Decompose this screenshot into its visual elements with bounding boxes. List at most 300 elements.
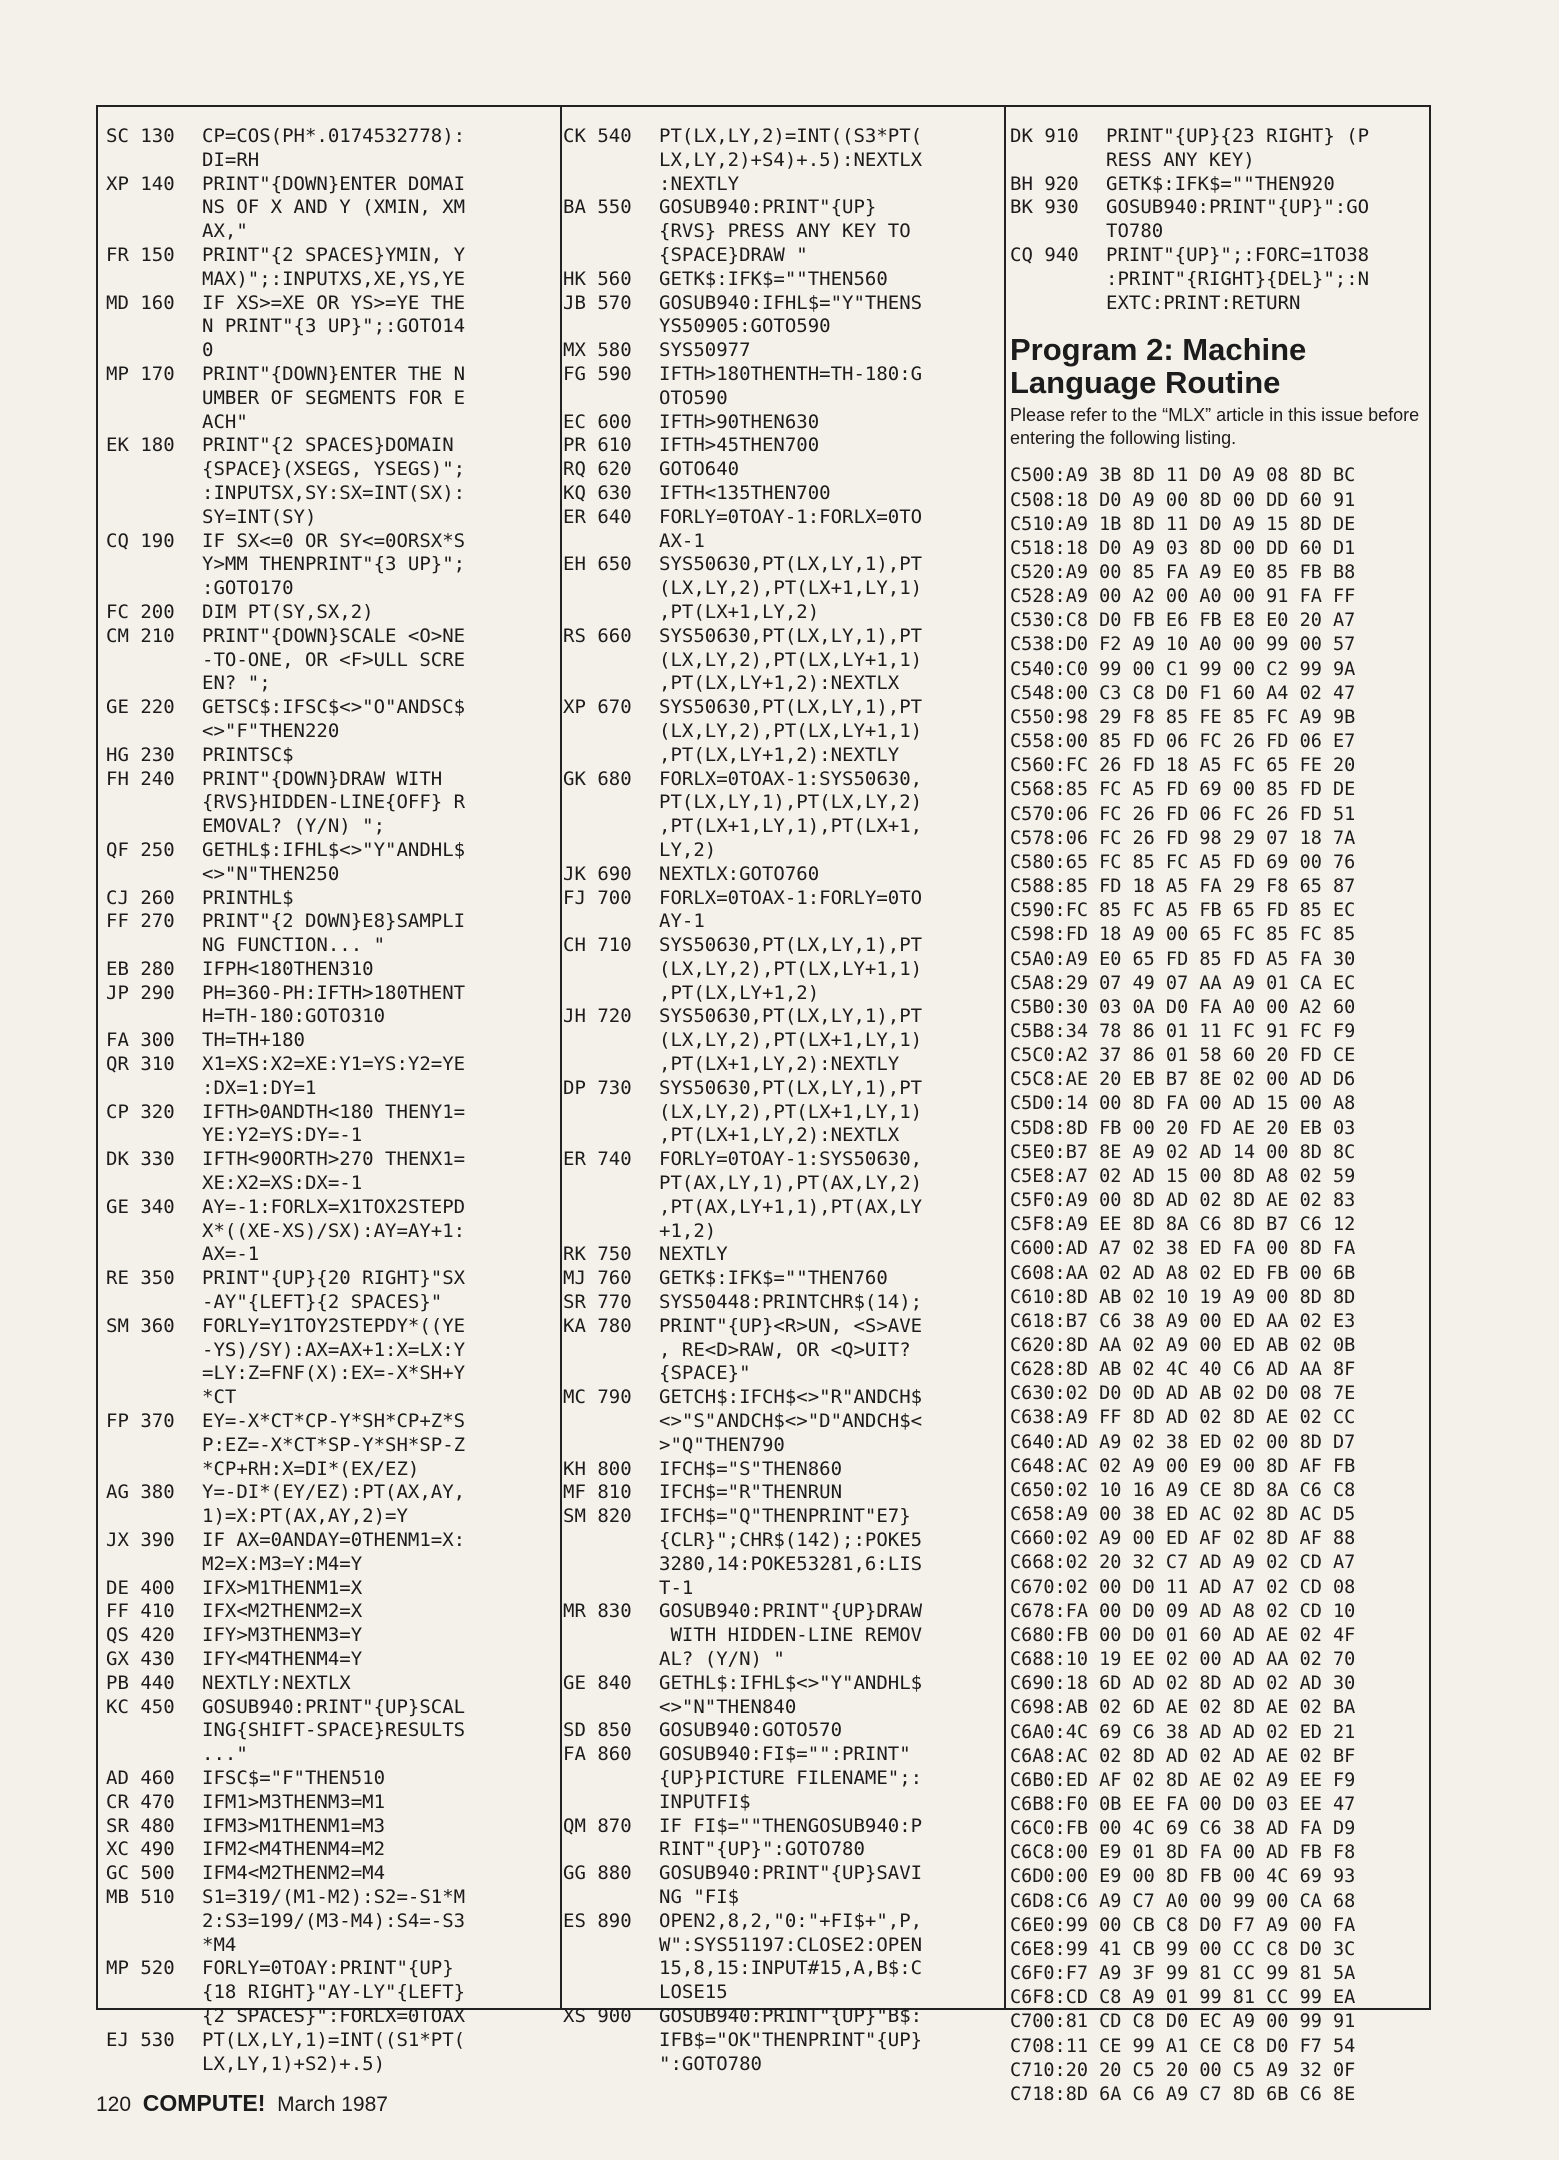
basic-statement: IFTH>0ANDTH<180 THENY1= [202,1100,466,1123]
basic-statement: NG FUNCTION... " [202,934,386,957]
mlx-line: C700:81 CD C8 D0 EC A9 00 99 91 [1010,2011,1356,2033]
mlx-line: C6C8:00 E9 01 8D FA 00 AD FB F8 [1010,1842,1356,1864]
basic-statement: WITH HIDDEN-LINE REMOV [659,1624,923,1647]
checksum-linenumber: GE 220 [106,696,175,719]
basic-statement: <>"S"ANDCH$<>"D"ANDCH$< [659,1410,923,1433]
basic-statement: GETHL$:IFHL$<>"Y"ANDHL$ [659,1671,923,1694]
listing-line [106,1719,546,1743]
mlx-line: C600:AD A7 02 38 ED FA 00 8D FA [1010,1238,1356,1260]
checksum-linenumber [106,268,202,292]
basic-statement: X1=XS:X2=XE:Y1=YS:Y2=YE [202,1053,466,1076]
mlx-line: C558:00 85 FD 06 FC 26 FD 06 E7 [1010,731,1356,753]
checksum-linenumber [563,1196,659,1220]
listing-line [563,744,998,768]
basic-statement: PRINT"{DOWN}DRAW WITH [202,767,443,790]
listing-line [563,1481,998,1505]
basic-statement: ..." [202,1743,248,1766]
basic-statement: PT(AX,LY,1),PT(AX,LY,2) [659,1172,923,1195]
mlx-line: C610:8D AB 02 10 19 A9 00 8D 8D [1010,1286,1356,1308]
mlx-line: C6B8:F0 0B EE FA 00 D0 03 EE 47 [1010,1793,1356,1815]
basic-statement: GOTO640 [659,458,740,481]
listing-line [106,1339,546,1363]
basic-statement: NEXTLX:GOTO760 [659,862,820,885]
checksum-linenumber: HK 560 [563,267,632,290]
basic-statement: GOSUB940:PRINT"{UP}":GO [1106,196,1370,219]
basic-statement: EXTC:PRINT:RETURN [1106,291,1301,314]
mlx-line: C580:65 FC 85 FC A5 FD 69 00 76 [1010,851,1356,873]
checksum-linenumber: FG 590 [563,362,632,385]
basic-statement: {SPACE}" [659,1362,751,1385]
mlx-line: C560:FC 26 FD 18 A5 FC 65 FE 20 [1010,755,1356,777]
listing-line [563,268,998,292]
basic-statement: IFB$="OK"THENPRINT"{UP} [659,2028,923,2051]
basic-statement: 1)=X:PT(AX,AY,2)=Y [202,1505,408,1528]
basic-statement: NS OF X AND Y (XMIN, XM [202,196,466,219]
basic-statement: IFM1>M3THENM3=M1 [202,1790,386,1813]
listing-line [563,530,998,554]
basic-statement: EMOVAL? (Y/N) "; [202,815,386,838]
checksum-linenumber: FH 240 [106,767,175,790]
checksum-linenumber [563,1577,659,1601]
checksum-linenumber: JX 390 [106,1529,175,1552]
checksum-linenumber [106,1124,202,1148]
listing-line [106,1767,546,1791]
listing-line [106,791,546,815]
basic-statement: ,PT(AX,LY+1,1),PT(AX,LY [659,1195,923,1218]
checksum-linenumber [106,649,202,673]
mlx-line: C598:FD 18 A9 00 65 FC 85 FC 85 [1010,924,1356,946]
listing-line [106,815,546,839]
program2-listing [1010,464,1425,2107]
basic-statement: PRINT"{DOWN}SCALE <O>NE [202,624,466,647]
basic-statement: SY=INT(SY) [202,505,317,528]
basic-statement: GOSUB940:GOTO570 [659,1719,843,1742]
page-number: 120 [96,2093,132,2116]
listing-line [106,1600,546,1624]
basic-statement: SYS50630,PT(LX,LY,1),PT [659,553,923,576]
basic-statement: (LX,LY,2),PT(LX+1,LY,1) [659,577,923,600]
checksum-linenumber [563,1957,659,1981]
basic-statement: PH=360-PH:IFTH>180THENT [202,981,466,1004]
mlx-line: C6E8:99 41 CB 99 00 CC C8 D0 3C [1010,1938,1356,1960]
checksum-linenumber [563,982,659,1006]
checksum-linenumber: MP 170 [106,362,175,385]
listing-line [563,1220,998,1244]
listing-line [1010,173,1425,197]
mlx-line: C538:D0 F2 A9 10 A0 00 99 00 57 [1010,634,1356,656]
listing-line [563,1291,998,1315]
listing-line [563,672,998,696]
listing-line [1010,244,1425,268]
checksum-linenumber [563,530,659,554]
checksum-linenumber: QM 870 [563,1814,632,1837]
checksum-linenumber [106,577,202,601]
listing-line [106,1815,546,1839]
checksum-linenumber: AD 460 [106,1766,175,1789]
checksum-linenumber [563,2029,659,2053]
listing-line [106,1172,546,1196]
basic-statement: SYS50630,PT(LX,LY,1),PT [659,624,923,647]
basic-statement: *M4 [202,1933,237,1956]
listing-line [563,1029,998,1053]
basic-statement: FORLY=0TOAY:PRINT"{UP} [202,1957,454,1980]
checksum-linenumber: AG 380 [106,1481,175,1504]
basic-statement: S1=319/(M1-M2):S2=-S1*M [202,1885,466,1908]
checksum-linenumber: FR 150 [106,243,175,266]
basic-statement: XE:X2=XS:DX=-1 [202,1172,363,1195]
checksum-linenumber [563,1339,659,1363]
listing-line [106,220,546,244]
listing-line [106,1862,546,1886]
checksum-linenumber: FC 200 [106,600,175,623]
basic-statement: {SPACE}(XSEGS, YSEGS)"; [202,458,466,481]
basic-statement: GETSC$:IFSC$<>"O"ANDSC$ [202,696,466,719]
listing-line [106,1053,546,1077]
listing-line [106,1220,546,1244]
listing-line [563,1981,998,2005]
basic-statement: LY,2) [659,838,717,861]
basic-statement: GOSUB940:PRINT"{UP}SCAL [202,1695,466,1718]
basic-statement: (LX,LY,2),PT(LX+1,LY,1) [659,1100,923,1123]
basic-statement: DI=RH [202,148,260,171]
listing-line [106,1791,546,1815]
mlx-line: C548:00 C3 C8 D0 F1 60 A4 02 47 [1010,682,1356,704]
basic-statement: PT(LX,LY,1)=INT((S1*PT( [202,2028,466,2051]
checksum-linenumber: MC 790 [563,1386,632,1409]
checksum-linenumber [563,910,659,934]
listing-line [563,1957,998,1981]
program1-column2 [563,125,998,2076]
column-rule [560,107,562,2008]
mlx-line: C608:AA 02 AD A8 02 ED FB 00 6B [1010,1262,1356,1284]
basic-statement: >"Q"THEN790 [659,1433,785,1456]
listing-line [106,553,546,577]
listing-line [106,1101,546,1125]
listing-line [106,601,546,625]
checksum-linenumber [106,1458,202,1482]
listing-line [563,1672,998,1696]
basic-statement: GOSUB940:PRINT"{UP}"B$: [659,2004,923,2027]
mlx-line: C710:20 20 C5 20 00 C5 A9 32 0F [1010,2059,1356,2081]
basic-statement: YS50905:GOTO590 [659,315,831,338]
basic-statement: GETCH$:IFCH$<>"R"ANDCH$ [659,1386,923,1409]
listing-line [563,1886,998,1910]
basic-statement: IF AX=0ANDAY=0THENM1=X: [202,1529,466,1552]
basic-statement: ,PT(LX+1,LY,1),PT(LX+1, [659,815,923,838]
mlx-line: C530:C8 D0 FB E6 FB E8 E0 20 A7 [1010,610,1356,632]
listing-line [563,863,998,887]
listing-line [563,1743,998,1767]
listing-line [563,649,998,673]
listing-line [1010,268,1425,292]
checksum-linenumber [106,1005,202,1029]
checksum-linenumber: DP 730 [563,1076,632,1099]
checksum-linenumber: JH 720 [563,1005,632,1028]
mlx-line: C708:11 CE 99 A1 CE C8 D0 F7 54 [1010,2035,1356,2057]
checksum-linenumber [106,1339,202,1363]
listing-line [106,1696,546,1720]
listing-line [106,720,546,744]
checksum-linenumber [563,1220,659,1244]
listing-line [106,1362,546,1386]
basic-statement: :INPUTSX,SY:SX=INT(SX): [202,481,466,504]
listing-line [563,720,998,744]
checksum-linenumber: XS 900 [563,2004,632,2027]
checksum-linenumber: KC 450 [106,1695,175,1718]
basic-statement: ,PT(LX,LY+1,2):NEXTLX [659,672,900,695]
checksum-linenumber [563,791,659,815]
checksum-linenumber: EH 650 [563,553,632,576]
basic-statement: PRINT"{UP}{23 RIGHT} (P [1106,125,1370,147]
checksum-linenumber: SR 480 [106,1814,175,1837]
mlx-line: C688:10 19 EE 02 00 AD AA 02 70 [1010,1649,1356,1671]
listing-line [106,1386,546,1410]
checksum-linenumber [106,863,202,887]
mlx-line: C6A0:4C 69 C6 38 AD AD 02 ED 21 [1010,1721,1356,1743]
checksum-linenumber: MD 160 [106,291,175,314]
listing-line [106,292,546,316]
basic-statement: IFTH>45THEN700 [659,434,820,457]
checksum-linenumber [563,601,659,625]
listing-line [106,1434,546,1458]
basic-statement: IFSC$="F"THEN510 [202,1766,386,1789]
basic-statement: :GOTO170 [202,577,294,600]
listing-line [106,1458,546,1482]
listing-line [106,1672,546,1696]
listing-line [106,649,546,673]
listing-line [106,1838,546,1862]
listing-line [106,196,546,220]
checksum-linenumber [563,1648,659,1672]
listing-line [563,363,998,387]
checksum-linenumber [1010,292,1106,316]
listing-line [563,839,998,863]
checksum-linenumber [106,1934,202,1958]
basic-statement: =LY:Z=FNF(X):EX=-X*SH+Y [202,1362,466,1385]
checksum-linenumber: FA 860 [563,1743,632,1766]
basic-statement: :PRINT"{RIGHT}{DEL}";:N [1106,267,1370,290]
basic-statement: <>"N"THEN250 [202,862,340,885]
checksum-linenumber: RE 350 [106,1267,175,1290]
basic-statement: Y=-DI*(EY/EZ):PT(AX,AY, [202,1481,466,1504]
checksum-linenumber: MX 580 [563,339,632,362]
checksum-linenumber: FF 270 [106,910,175,933]
mlx-line: C510:A9 1B 8D 11 D0 A9 15 8D DE [1010,513,1356,535]
basic-statement: (LX,LY,2),PT(LX,LY+1,1) [659,957,923,980]
listing-line [563,411,998,435]
checksum-linenumber: KA 780 [563,1314,632,1337]
listing-line [1010,292,1425,316]
listing-line [563,196,998,220]
checksum-linenumber [106,458,202,482]
mlx-line: C5C0:A2 37 86 01 58 60 20 FD CE [1010,1045,1356,1067]
checksum-linenumber: JK 690 [563,862,632,885]
checksum-linenumber [563,1410,659,1434]
listing-line [563,1101,998,1125]
listing-line [563,577,998,601]
basic-statement: GOSUB940:PRINT"{UP}DRAW [659,1600,923,1623]
basic-statement: FORLY=0TOAY-1:FORLX=0TO [659,505,923,528]
checksum-linenumber: CQ 190 [106,529,175,552]
checksum-linenumber [563,1886,659,1910]
basic-statement: CP=COS(PH*.0174532778): [202,125,466,147]
listing-line [106,1267,546,1291]
listing-line [563,1077,998,1101]
listing-line [563,910,998,934]
checksum-linenumber [106,1505,202,1529]
checksum-linenumber [563,1934,659,1958]
listing-line [106,1886,546,1910]
listing-line [563,458,998,482]
listing-line [563,482,998,506]
basic-statement: SYS50630,PT(LX,LY,1),PT [659,934,923,957]
basic-statement: IFY<M4THENM4=Y [202,1648,363,1670]
basic-statement: *CT [202,1386,237,1409]
listing-line [106,1196,546,1220]
listing-line [563,696,998,720]
checksum-linenumber [106,1434,202,1458]
checksum-linenumber: BA 550 [563,196,632,219]
basic-statement: M2=X:M3=Y:M4=Y [202,1552,363,1575]
basic-statement: PRINT"{2 DOWN}E8}SAMPLI [202,910,466,933]
listing-line [106,149,546,173]
basic-statement: X*((XE-XS)/SX):AY=AY+1: [202,1219,466,1242]
basic-statement: GOSUB940:FI$="":PRINT" [659,1743,911,1766]
basic-statement: IFX>M1THENM1=X [202,1576,363,1599]
listing-line [106,1077,546,1101]
listing-line [1010,196,1425,220]
checksum-linenumber [106,2005,202,2029]
listing-line [563,1600,998,1624]
checksum-linenumber [563,815,659,839]
listing-line [106,530,546,554]
basic-statement: ":GOTO780 [659,2052,762,2075]
listing-line [563,791,998,815]
mlx-line: C670:02 00 D0 11 AD A7 02 CD 08 [1010,1576,1356,1598]
mlx-line: C570:06 FC 26 FD 06 FC 26 FD 51 [1010,803,1356,825]
issue-date: March 1987 [277,2093,388,2116]
mlx-line: C588:85 FD 18 A5 FA 29 F8 65 87 [1010,876,1356,898]
mlx-line: C658:A9 00 38 ED AC 02 8D AC D5 [1010,1504,1356,1526]
checksum-linenumber: GG 880 [563,1862,632,1885]
listing-line [106,1005,546,1029]
listing-line [563,2029,998,2053]
checksum-linenumber: XP 670 [563,696,632,719]
listing-line [563,815,998,839]
listing-line [563,1505,998,1529]
listing-line [563,768,998,792]
listing-line [563,244,998,268]
basic-statement: {UP}PICTURE FILENAME";: [659,1766,923,1789]
checksum-linenumber: SC 130 [106,125,175,147]
basic-statement: {RVS} PRESS ANY KEY TO [659,220,911,243]
listing-line [563,1719,998,1743]
checksum-linenumber: GX 430 [106,1648,175,1670]
basic-statement: PT(LX,LY,2)=INT((S3*PT( [659,125,923,147]
mlx-line: C590:FC 85 FC A5 FB 65 FD 85 EC [1010,900,1356,922]
mlx-line: C5D0:14 00 8D FA 00 AD 15 00 A8 [1010,1093,1356,1115]
basic-statement: ,PT(LX,LY+1,2) [659,981,820,1004]
basic-statement: {18 RIGHT}"AY-LY"{LEFT} [202,1981,466,2004]
checksum-linenumber: PB 440 [106,1671,175,1694]
mlx-line: C668:02 20 32 C7 AD A9 02 CD A7 [1010,1552,1356,1574]
checksum-linenumber [563,672,659,696]
checksum-linenumber: EK 180 [106,434,175,457]
checksum-linenumber [563,1838,659,1862]
listing-line [563,1696,998,1720]
listing-line [563,125,998,149]
checksum-linenumber [106,411,202,435]
basic-statement: P:EZ=-X*CT*SP-Y*SH*SP-Z [202,1433,466,1456]
checksum-linenumber: DE 400 [106,1576,175,1599]
listing-line [106,1291,546,1315]
basic-statement: <>"N"THEN840 [659,1695,797,1718]
basic-statement: *CP+RH:X=DI*(EX/EZ) [202,1457,420,1480]
basic-statement: TO780 [1106,220,1164,243]
checksum-linenumber [106,196,202,220]
listing-line [563,1791,998,1815]
checksum-linenumber [106,934,202,958]
basic-statement: AY-1 [659,910,705,933]
checksum-linenumber: FF 410 [106,1600,175,1623]
basic-statement: -TO-ONE, OR <F>ULL SCRE [202,648,466,671]
basic-statement: 15,8,15:INPUT#15,A,B$:C [659,1957,923,1980]
mlx-line: C630:02 D0 0D AD AB 02 D0 08 7E [1010,1383,1356,1405]
basic-statement: IFY>M3THENM3=Y [202,1624,363,1647]
checksum-linenumber [106,315,202,339]
listing-line [106,1910,546,1934]
mlx-line: C628:8D AB 02 4C 40 C6 AD AA 8F [1010,1359,1356,1381]
checksum-linenumber: GK 680 [563,767,632,790]
mlx-line: C640:AD A9 02 38 ED 02 00 8D D7 [1010,1431,1356,1453]
basic-statement: ING{SHIFT-SPACE}RESULTS [202,1719,466,1742]
checksum-linenumber [106,1362,202,1386]
listing-line [563,1148,998,1172]
listing-line [106,982,546,1006]
basic-statement: LOSE15 [659,1981,728,2004]
checksum-linenumber [563,1791,659,1815]
basic-statement: PRINT"{UP}{20 RIGHT}"SX [202,1267,466,1290]
basic-statement: OPEN2,8,2,"0:"+FI$+",P, [659,1909,923,1932]
mlx-line: C520:A9 00 85 FA A9 E0 85 FB B8 [1010,562,1356,583]
listing-line [563,1624,998,1648]
checksum-linenumber [563,839,659,863]
checksum-linenumber [106,482,202,506]
mlx-line: C5A8:29 07 49 07 AA A9 01 CA EC [1010,972,1356,994]
listing-line [106,1124,546,1148]
checksum-linenumber [1010,220,1106,244]
basic-statement: IF XS>=XE OR YS>=YE THE [202,291,466,314]
listing-line [563,1267,998,1291]
checksum-linenumber [563,149,659,173]
listing-line [563,1005,998,1029]
basic-statement: NG "FI$ [659,1885,740,1908]
listing-line [106,1029,546,1053]
listing-line [563,2005,998,2029]
basic-statement: GOSUB940:PRINT"{UP} [659,196,877,219]
basic-statement: AX-1 [659,529,705,552]
listing-line [563,1315,998,1339]
checksum-linenumber [106,815,202,839]
mlx-line: C5E0:B7 8E A9 02 AD 14 00 8D 8C [1010,1141,1356,1163]
checksum-linenumber: EC 600 [563,410,632,433]
mlx-line: C528:A9 00 A2 00 A0 00 91 FA FF [1010,586,1356,608]
checksum-linenumber: MR 830 [563,1600,632,1623]
checksum-linenumber: ER 740 [563,1148,632,1171]
mlx-line: C5E8:A7 02 AD 15 00 8D A8 02 59 [1010,1165,1356,1187]
basic-statement: W":SYS51197:CLOSE2:OPEN [659,1933,923,1956]
basic-statement: AY=-1:FORLX=X1TOX2STEPD [202,1195,466,1218]
